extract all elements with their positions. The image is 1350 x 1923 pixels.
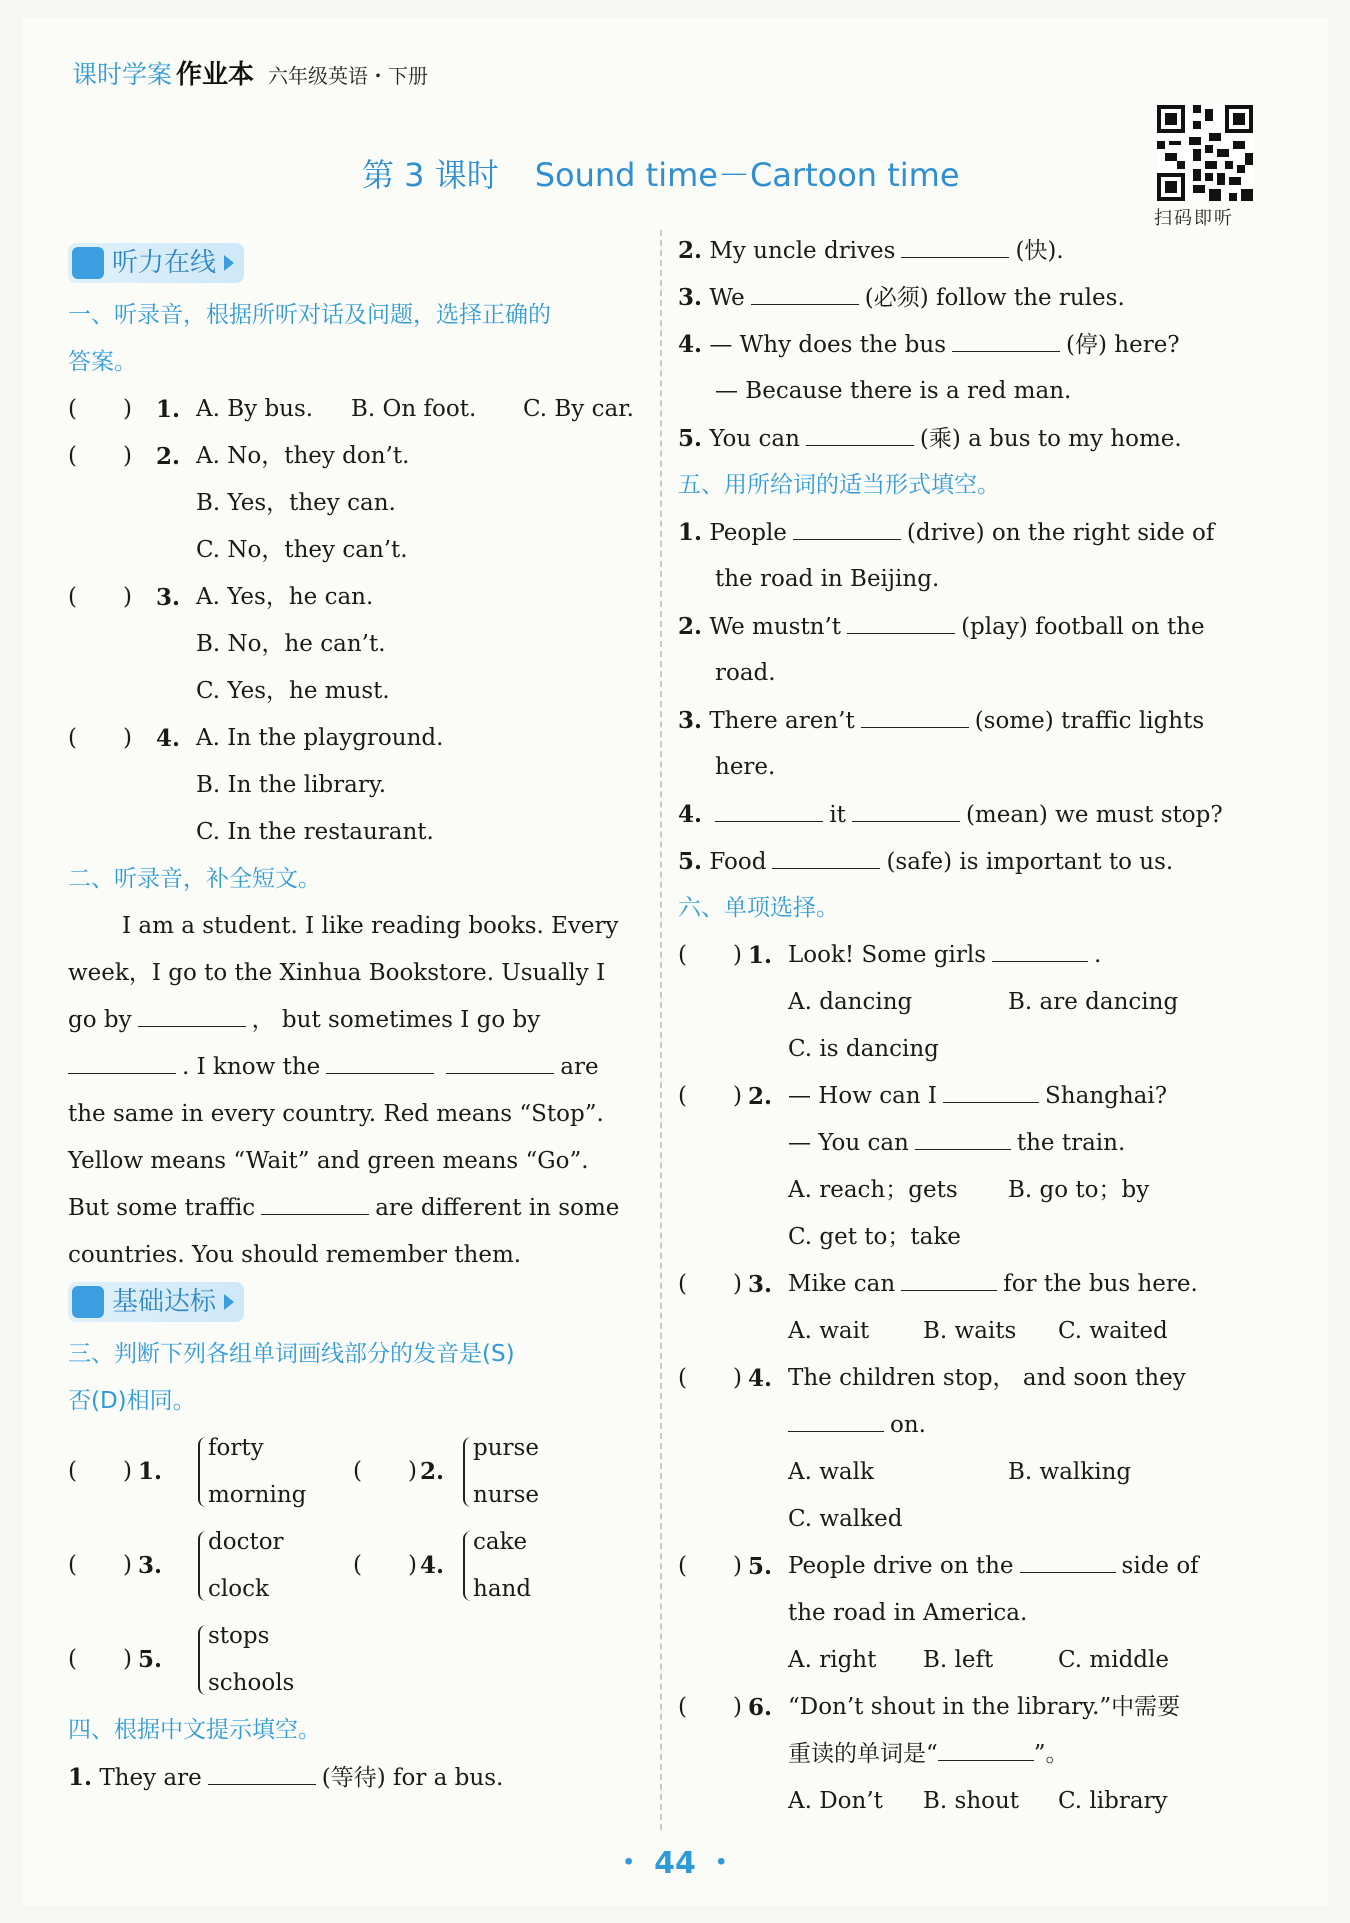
left-column xyxy=(68,240,638,1801)
option-c: C. By car. xyxy=(523,396,634,422)
section-two-heading: 二、听录音，补全短文。 xyxy=(68,866,321,892)
option-a: A. wait xyxy=(788,1318,870,1344)
phonics-word: hand xyxy=(473,1576,532,1602)
section-three-heading-line2: 否(D)相同。 xyxy=(68,1388,196,1414)
option-a: A. reach；gets xyxy=(788,1177,958,1203)
qr-caption: 扫码即听 xyxy=(1154,208,1234,229)
answer-bracket[interactable]: ( ) xyxy=(68,725,132,751)
answer-bracket[interactable]: ( ) xyxy=(68,396,132,422)
answer-blank[interactable] xyxy=(847,605,955,634)
answer-blank[interactable] xyxy=(915,1121,1011,1150)
answer-bracket[interactable]: ( ) xyxy=(353,1458,417,1484)
choice-question-5: ( ) 5. People drive on the side of xyxy=(678,1543,1256,1590)
brand-subtitle: 作业本 xyxy=(176,60,255,90)
answer-blank[interactable] xyxy=(901,1262,997,1291)
option-b: B. walking xyxy=(1008,1459,1132,1485)
answer-blank[interactable] xyxy=(138,998,246,1027)
answer-blank[interactable] xyxy=(852,793,960,822)
choice-question-6: ( ) 6. “Don’t shout in the library.”中需要 xyxy=(678,1684,1256,1731)
phonics-word: cake xyxy=(473,1529,528,1555)
answer-bracket[interactable]: ( ) xyxy=(68,443,132,469)
section-one-heading-line2: 答案。 xyxy=(68,349,137,375)
answer-blank[interactable] xyxy=(992,933,1088,962)
column-divider xyxy=(660,230,662,1830)
page-title xyxy=(362,150,960,196)
answer-blank[interactable] xyxy=(1020,1544,1116,1573)
option-b: B. shout xyxy=(923,1788,1020,1814)
section-four-heading: 四、根据中文提示填空。 xyxy=(68,1717,321,1743)
listening-question-1[interactable] xyxy=(68,386,638,433)
passage-line: go by ， but sometimes I go by xyxy=(68,997,638,1044)
option-c: C. get to；take xyxy=(788,1224,961,1250)
answer-blank[interactable] xyxy=(901,229,1009,258)
form-question-2: 2. We mustn’t (play) football on the xyxy=(678,603,1256,650)
answer-blank[interactable] xyxy=(806,417,914,446)
form-question-3: 3. There aren’t (some) traffic lights xyxy=(678,697,1256,744)
fill-question-4: 4. — Why does the bus (停) here? xyxy=(678,321,1256,368)
option-b: B. are dancing xyxy=(1008,989,1179,1015)
option-b: B. In the library. xyxy=(196,772,387,798)
answer-bracket[interactable]: ( ) xyxy=(678,1365,742,1391)
phonics-word: nurse xyxy=(473,1482,540,1508)
phonics-word: doctor xyxy=(208,1529,284,1555)
option-c: C. waited xyxy=(1058,1318,1168,1344)
answer-bracket[interactable]: ( ) xyxy=(678,1083,742,1109)
choice-question-1: ( ) 1. Look! Some girls . xyxy=(678,932,1256,979)
phonics-word: purse xyxy=(473,1435,539,1461)
option-b: B. left xyxy=(923,1647,994,1673)
answer-blank[interactable] xyxy=(788,1403,884,1432)
question-number: 4. xyxy=(156,725,181,752)
gear-icon xyxy=(72,1286,104,1318)
option-a: A. dancing xyxy=(788,989,913,1015)
passage-line: countries. You should remember them. xyxy=(68,1242,522,1268)
option-a: A. Yes，he can. xyxy=(196,584,374,610)
option-c: C. middle xyxy=(1058,1647,1169,1673)
phonics-word: stops xyxy=(208,1623,270,1649)
answer-blank[interactable] xyxy=(793,511,901,540)
option-a: A. In the playground. xyxy=(196,725,444,751)
section-six-heading: 六、单项选择。 xyxy=(678,895,839,921)
brand-name: 课时学案 xyxy=(72,60,173,89)
option-b: B. Yes，they can. xyxy=(196,490,396,516)
option-a: A. No，they don’t. xyxy=(196,443,410,469)
basics-section-badge xyxy=(68,1282,244,1322)
badge-label: 基础达标 xyxy=(112,1286,217,1317)
badge-label: 听力在线 xyxy=(112,247,217,278)
answer-blank[interactable] xyxy=(943,1074,1039,1103)
answer-blank[interactable] xyxy=(861,699,969,728)
fill-question-5: 5. You can (乘) a bus to my home. xyxy=(678,415,1256,462)
form-question-1: 1. People (drive) on the right side of xyxy=(678,509,1256,556)
listening-question-3[interactable] xyxy=(68,574,638,621)
option-a: A. By bus. xyxy=(196,396,314,422)
section-three-heading-line1: 三、判断下列各组单词画线部分的发音是(S) xyxy=(68,1341,515,1367)
passage-line: I am a student. I like reading books. Every xyxy=(122,913,619,939)
phonics-row: ( ) 5. stops schools xyxy=(68,1613,638,1707)
answer-bracket[interactable]: ( ) xyxy=(68,584,132,610)
fill-question-3: 3. We (必须) follow the rules. xyxy=(678,274,1256,321)
answer-bracket[interactable]: ( ) xyxy=(68,1552,132,1578)
phonics-word: schools xyxy=(208,1670,295,1696)
option-c: C. In the restaurant. xyxy=(196,819,434,845)
lesson-number: 第 3 课时 xyxy=(362,156,499,194)
lesson-topic: Sound time－Cartoon time xyxy=(534,156,960,194)
option-a: A. Don’t xyxy=(788,1788,883,1814)
listening-icon xyxy=(72,247,104,279)
question-number: 2. xyxy=(156,443,181,470)
answer-bracket[interactable]: ( ) xyxy=(68,1458,132,1484)
passage-line: week，I go to the Xinhua Bookstore. Usually I xyxy=(68,960,606,986)
book-grade: 六年级英语・下册 xyxy=(268,64,429,88)
answer-blank[interactable] xyxy=(68,1045,176,1074)
answer-bracket[interactable]: ( ) xyxy=(678,1553,742,1579)
option-c: C. Yes，he must. xyxy=(196,678,390,704)
fill-question-2: 2. My uncle drives (快). xyxy=(678,227,1256,274)
answer-blank[interactable] xyxy=(952,323,1060,352)
passage-line: the same in every country. Red means “Stop”. xyxy=(68,1101,604,1127)
answer-bracket[interactable]: ( ) xyxy=(353,1552,417,1578)
option-c: C. is dancing xyxy=(788,1036,939,1062)
section-one-heading-line1: 一、听录音，根据所听对话及问题，选择正确的 xyxy=(68,302,551,328)
answer-blank[interactable] xyxy=(751,276,859,305)
book-header xyxy=(72,54,428,91)
choice-question-2: ( ) 2. — How can I Shanghai? xyxy=(678,1073,1256,1120)
answer-blank[interactable] xyxy=(772,840,880,869)
option-a: A. right xyxy=(788,1647,877,1673)
answer-bracket[interactable]: ( ) xyxy=(68,1646,132,1672)
listening-question-4[interactable] xyxy=(68,715,638,762)
play-arrow-icon xyxy=(224,255,234,271)
choice-question-4: ( ) 4. The children stop， and soon they xyxy=(678,1355,1256,1402)
answer-bracket[interactable]: ( ) xyxy=(678,1694,742,1720)
answer-blank[interactable] xyxy=(261,1186,369,1215)
phonics-word: morning xyxy=(208,1482,307,1508)
form-question-5: 5. Food (safe) is important to us. xyxy=(678,838,1256,885)
choice-question-3: ( ) 3. Mike can for the bus here. xyxy=(678,1261,1256,1308)
page-number: ・ 44 ・ xyxy=(613,1846,737,1881)
option-b: B. On foot. xyxy=(351,396,477,422)
option-b: B. No，he can’t. xyxy=(196,631,386,657)
listening-question-2[interactable] xyxy=(68,433,638,480)
passage-line: . I know the are xyxy=(68,1044,638,1091)
option-b: B. waits xyxy=(923,1318,1017,1344)
answer-bracket[interactable]: ( ) xyxy=(678,1271,742,1297)
answer-blank[interactable] xyxy=(208,1756,316,1785)
phonics-word: forty xyxy=(208,1435,264,1461)
passage-line: But some traffic are different in some xyxy=(68,1185,638,1232)
answer-blank[interactable] xyxy=(715,793,823,822)
option-c: C. library xyxy=(1058,1788,1168,1814)
option-c: C. No，they can’t. xyxy=(196,537,408,563)
answer-blank[interactable] xyxy=(326,1045,434,1074)
option-c: C. walked xyxy=(788,1506,903,1532)
right-column: 2. My uncle drives (快). 3. We (必须) follow the rules. 4. — Why does the bus (停) here? — Because there is a red man. 5. You can (乘) a bus to my home. 五、用所给词的适当形式填空。 1. People (drive) on the right side of the road in Beijing. 2. We mustn’t (play) football on the road. 3. There aren’t (some) traffic lights here. 4. it (mean) we must stop? 5. Food (safe) is important to us. 六、单项选择。 ( ) 1. Look! Some girls . A. dancing B. are dancing C. is dancing ( ) 2. — How can I Shanghai? — You can the train. A. reach；gets B. go to；by C. get to；take ( ) 3. Mike can for the bus here. A. wait B. waits C. waited ( ) 4. The children stop， and soon they on. A. walk B. walking C. walked ( ) 5. People drive on the side of the road in America. A. right B. left C. middle ( ) 6. “Don’t shout in the library.”中需要 重读的单词是“ ”。 A. Don’t B. shout C. library xyxy=(678,227,1256,1825)
option-b: B. go to；by xyxy=(1008,1177,1150,1203)
question-number: 1. xyxy=(156,396,181,423)
answer-bracket[interactable]: ( ) xyxy=(678,942,742,968)
phonics-row: ( ) 3. doctor clock ( ) 4. cake hand xyxy=(68,1519,638,1613)
phonics-row: ( ) 1. forty morning ( ) 2. purse nurse xyxy=(68,1425,638,1519)
answer-blank[interactable] xyxy=(446,1045,554,1074)
qr-code-icon[interactable] xyxy=(1157,105,1253,201)
option-a: A. walk xyxy=(788,1459,874,1485)
listening-section-badge xyxy=(68,243,244,283)
phonics-word: clock xyxy=(208,1576,269,1602)
form-question-4: 4. it (mean) we must stop? xyxy=(678,791,1256,838)
section-five-heading: 五、用所给词的适当形式填空。 xyxy=(678,472,1000,498)
passage-line: Yellow means “Wait” and green means “Go”. xyxy=(68,1148,589,1174)
question-number: 3. xyxy=(156,584,181,611)
answer-blank[interactable] xyxy=(938,1732,1034,1761)
play-arrow-icon xyxy=(224,1294,234,1310)
fill-question-1: 1. They are (等待) for a bus. xyxy=(68,1754,638,1801)
